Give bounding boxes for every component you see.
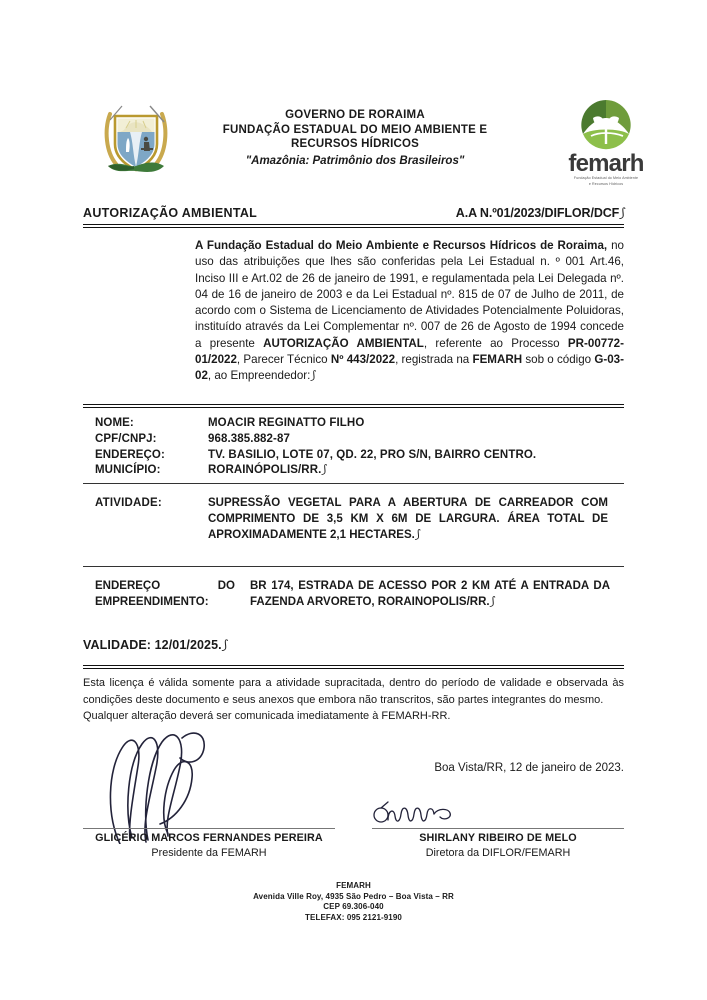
- site-label-enderco: ENDEREÇO: [95, 580, 161, 592]
- validity-line: [83, 637, 227, 653]
- page-title: AUTORIZAÇÃO AMBIENTAL: [83, 206, 258, 220]
- notice-line-2: Qualquer alteração deverá ser comunicada imediatamente à FEMARH-RR.: [83, 710, 451, 722]
- initials-mark-intro: ⟆: [310, 369, 315, 383]
- intro-part1: A Fundação Estadual do Meio Ambiente e Recursos Hídricos de Roraima,: [195, 239, 608, 252]
- site-address-value: [250, 578, 610, 610]
- document-header: [0, 98, 707, 190]
- site-address-label: [95, 578, 250, 610]
- divider-validity: [83, 665, 624, 669]
- site-address-block: [95, 578, 624, 610]
- field-value-endereco: TV. BASILIO, LOTE 07, QD. 22, PRO S/N, BAIRRO CENTRO.: [208, 448, 537, 461]
- table-row: [95, 463, 624, 479]
- activity-block: [95, 495, 624, 543]
- divider-activity: [83, 566, 624, 567]
- site-label-do: DO: [217, 580, 235, 592]
- initials-mark-activity: ⟆: [414, 529, 420, 541]
- institution-line-1: FUNDAÇÃO ESTADUAL DO MEIO AMBIENTE E: [222, 123, 488, 136]
- signature-name-president: GLICÉRIO MARCOS FERNANDES PEREIRA: [95, 832, 323, 844]
- femarh-leaf-icon: [579, 98, 633, 152]
- divider-holder: [83, 483, 624, 484]
- field-value-municipio: [208, 463, 326, 479]
- intro-process: PR-00772-01/2022: [195, 336, 624, 367]
- footer-line-4: TELEFAX: 095 2121-9190: [305, 912, 402, 922]
- site-address-value-text: BR 174, ESTRADA DE ACESSO POR 2 KM ATÉ A ENTRADA DA FAZENDA ARVORETO, RORAINOPOLIS/RR.: [250, 580, 610, 608]
- activity-value: [208, 495, 608, 543]
- institution-line-2: RECURSOS HÍDRICOS: [291, 138, 419, 150]
- field-label-endereco: ENDEREÇO:: [95, 448, 165, 461]
- site-address-label-line1: [95, 578, 235, 594]
- footer-line-3: CEP 69.306-040: [323, 902, 384, 911]
- validity-text: VALIDADE: 12/01/2025.: [83, 638, 222, 652]
- holder-fields: [95, 416, 624, 479]
- intro-part5: , registrada na: [395, 353, 473, 367]
- intro-paragraph: [195, 238, 624, 385]
- femarh-tagline-2: e Recursos Hídricos: [588, 181, 624, 186]
- authorization-reference: [456, 205, 624, 221]
- table-row: [95, 416, 624, 432]
- field-label-cpf-cnpj: CPF/CNPJ:: [95, 432, 157, 445]
- initials-mark-municipio: ⟆: [321, 464, 327, 477]
- table-row: [95, 432, 624, 448]
- intro-code: G-03-02: [195, 353, 624, 383]
- divider-intro: [83, 404, 624, 408]
- intro-femarh: FEMARH: [472, 353, 523, 367]
- footer-line-1: FEMARH: [336, 881, 371, 890]
- signature-line: [83, 828, 335, 829]
- signature-role-president: Presidente da FEMARH: [151, 847, 267, 859]
- table-row: [95, 448, 624, 464]
- document-footer: [83, 881, 624, 923]
- header-institution-text: [180, 108, 530, 167]
- notice-text: [83, 675, 624, 725]
- intro-part4: , Parecer Técnico: [236, 353, 331, 367]
- place-and-date: Boa Vista/RR, 12 de janeiro de 2023.: [434, 762, 624, 774]
- roraima-coat-of-arms-icon: [100, 100, 172, 184]
- institution-motto: "Amazônia: Patrimônio dos Brasileiros": [245, 154, 465, 167]
- activity-value-text: SUPRESSÃO VEGETAL PARA A ABERTURA DE CARREADOR COM COMPRIMENTO DE 3,5 KM X 6M DE LARGURA. ÁREA TOTAL DE APROXIMADAMENTE 2,1 HECTARES.: [208, 497, 608, 541]
- government-line: GOVERNO DE RORAIMA: [285, 109, 425, 121]
- municipio-text: RORAINÓPOLIS/RR.: [208, 464, 322, 477]
- intro-opinion: Nº 443/2022: [330, 353, 396, 367]
- document-title-row: [83, 205, 624, 221]
- field-label-municipio: MUNICÍPIO:: [95, 464, 161, 477]
- intro-part2: no uso das atribuições que lhes são conferidas pela Lei Estadual n. º 001 Art.46, Inciso III e Art.02 de 26 de janeiro de 1991, e regulamentada pela Lei Delegada nº. 04 de 16 de janeiro de 2003 e da Lei Estadual nº. 815 de 07 de Julho de 2011, de acordo com o Sistema de Licenciamento de Atividades Potencialmente Poluidoras, instituído através da Lei Complementar nº. 007 de 26 de Agosto de 1994 concede a presente: [195, 239, 624, 350]
- activity-label: ATIVIDADE:: [95, 497, 162, 509]
- intro-authorization: AUTORIZAÇÃO AMBIENTAL: [263, 336, 424, 350]
- site-address-label-line2: EMPREENDIMENTO:: [95, 596, 209, 608]
- femarh-logo: [556, 98, 656, 188]
- intro-part3: , referente ao Processo: [423, 336, 568, 350]
- signature-name-director: SHIRLANY RIBEIRO DE MELO: [419, 832, 577, 844]
- field-value-cpf-cnpj: 968.385.882-87: [208, 432, 290, 445]
- notice-paragraph: Esta licença é válida somente para a atividade supracitada, dentro do período de validade e observada às condições deste documento e seus anexos que embora não transcritos, são partes integrantes do mesmo.: [83, 677, 624, 706]
- footer-line-2: Avenida Ville Roy, 4935 São Pedro – Boa Vista – RR: [253, 891, 454, 901]
- field-value-nome: MOACIR REGINATTO FILHO: [208, 417, 365, 429]
- signature-director: [372, 828, 624, 860]
- authorization-reference-text: A.A N.º01/2023/DIFLOR/DCF: [455, 206, 620, 220]
- initials-mark-site: ⟆: [489, 596, 495, 608]
- signature-role-director: Diretora da DIFLOR/FEMARH: [425, 847, 571, 859]
- intro-part7: , ao Empreendedor:: [207, 369, 311, 383]
- divider-title: [83, 224, 624, 228]
- signature-mark-director: [370, 798, 462, 830]
- femarh-wordmark: femarh: [568, 150, 644, 177]
- signature-line: [372, 828, 624, 829]
- field-label-nome: NOME:: [95, 417, 134, 429]
- signature-mark-president: [98, 718, 218, 844]
- signature-president: [83, 828, 335, 860]
- initials-mark-validity: ⟆: [221, 638, 227, 652]
- femarh-tagline-1: Fundação Estadual do Meio Ambiente: [573, 176, 639, 180]
- intro-part6: sob o código: [522, 353, 595, 367]
- signature-block: [83, 828, 624, 860]
- initials-mark-title: ⟆: [619, 206, 624, 220]
